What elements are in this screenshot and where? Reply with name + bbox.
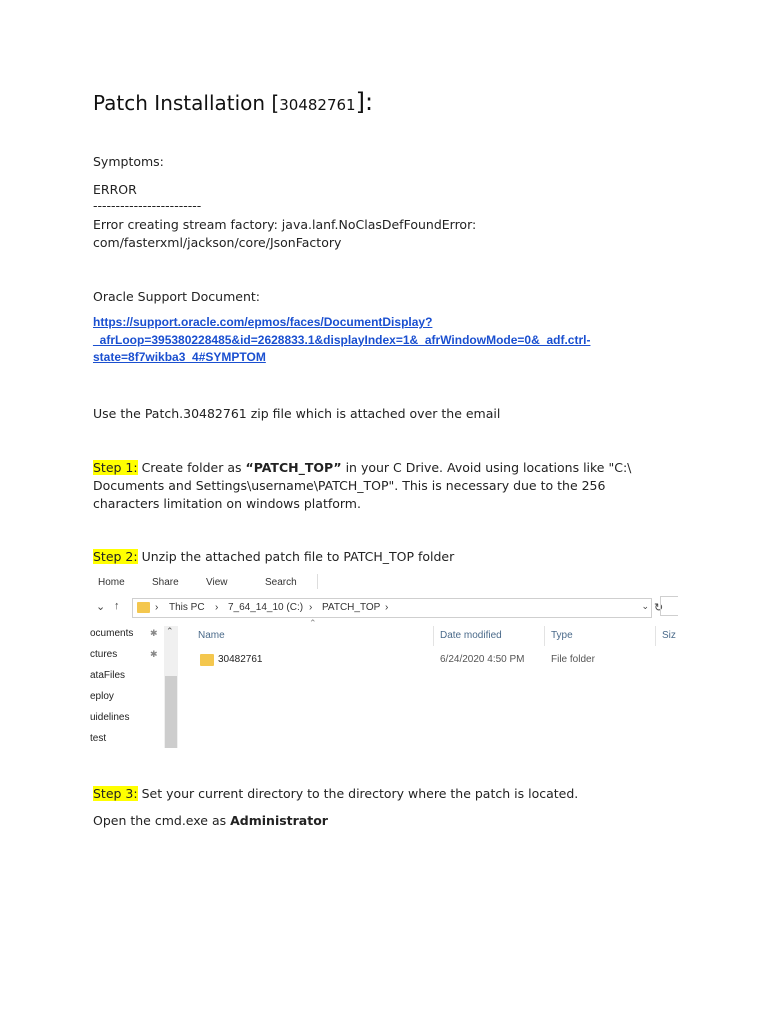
open-cmd-text: Open the cmd.exe as [93,813,231,828]
folder-icon [200,654,214,666]
step1-line3: characters limitation on windows platform. [93,496,361,511]
column-divider[interactable] [655,626,656,646]
pin-icon[interactable]: ✱ [150,649,158,659]
title-number: 30482761 [279,96,356,114]
breadcrumb-separator-icon: › [309,602,313,613]
link-line3[interactable]: state=8f7wikba3_4#SYMPTOM [93,350,266,364]
breadcrumb-patch-top[interactable]: PATCH_TOP [322,602,381,613]
file-explorer-screenshot [88,570,678,748]
column-divider[interactable] [433,626,434,646]
step1-line1 [93,459,631,477]
step2-line [93,548,454,566]
step1-line2: Documents and Settings\username\PATCH_TOP". This is necessary due to the 256 [93,478,606,493]
menu-share[interactable]: Share [152,577,179,588]
refresh-icon[interactable]: ↻ [654,602,664,614]
breadcrumb-drive[interactable]: 7_64_14_10 (C:) [228,602,304,613]
step1-bold: “PATCH_TOP” [245,460,342,475]
error-message-line2: com/fasterxml/jackson/core/JsonFactory [93,235,342,250]
page-title [93,88,373,116]
menu-divider [317,574,318,589]
symptoms-label: Symptoms: [93,154,164,169]
oracle-support-link[interactable] [93,314,590,367]
column-header-type[interactable]: Type [551,630,573,641]
step2-text: Unzip the attached patch file to PATCH_TOP folder [137,549,455,564]
column-header-name[interactable]: Name [198,630,225,641]
recent-locations-chevron-icon[interactable]: ⌄ [96,601,106,613]
use-patch-text: Use the Patch.30482761 zip file which is attached over the email [93,406,501,421]
title-prefix: Patch Installation [ [93,91,280,115]
column-divider[interactable] [544,626,545,646]
error-label: ERROR [93,182,137,197]
up-arrow-icon[interactable]: ↑ [114,600,120,612]
column-header-date-modified[interactable]: Date modified [440,630,502,641]
explorer-nav-row [88,596,678,618]
explorer-menubar [88,570,678,592]
link-line2[interactable]: _afrLoop=395380228485&id=2628833.1&displayIndex=1&_afrWindowMode=0&_adf.ctrl- [93,332,591,347]
nav-item-guidelines[interactable]: uidelines [90,712,130,723]
breadcrumb-this-pc[interactable]: This PC [169,602,205,613]
file-row[interactable] [196,654,676,670]
menu-view[interactable]: View [206,577,228,588]
open-cmd-bold: Administrator [230,813,328,828]
nav-item-documents[interactable]: ocuments [90,628,134,639]
navigation-scrollbar[interactable] [164,626,178,748]
scroll-up-icon[interactable]: ⌃ [166,626,174,636]
breadcrumb-separator-icon: › [385,602,389,613]
nav-item-pictures[interactable]: ctures [90,649,118,660]
error-dashes: ------------------------ [93,198,202,213]
pin-icon[interactable]: ✱ [150,628,158,638]
search-box[interactable] [660,596,678,616]
column-header-size[interactable]: Siz [662,630,676,641]
folder-icon [137,602,150,613]
step3-text: Set your current directory to the directory where the patch is located. [137,786,579,801]
breadcrumb-separator-icon: › [215,602,219,613]
step3-label: Step 3: [93,786,138,801]
menu-home[interactable]: Home [98,577,125,588]
step1-label: Step 1: [93,460,138,475]
error-message-line1: Error creating stream factory: java.lanf.NoClasDefFoundError: [93,217,477,232]
nav-item-test[interactable]: test [90,733,107,744]
sort-ascending-icon: ⌃ [309,618,317,628]
scrollbar-thumb[interactable] [165,676,177,748]
file-date-modified: 6/24/2020 4:50 PM [440,654,525,665]
nav-item-datafiles[interactable]: ataFiles [90,670,126,681]
step1-text-a: Create folder as [137,460,246,475]
step1-text-b: in your C Drive. Avoid using locations like "C:\ [341,460,632,475]
breadcrumb-separator-icon: › [155,602,159,613]
menu-search[interactable]: Search [265,577,297,588]
link-line1[interactable]: https://support.oracle.com/epmos/faces/DocumentDisplay? [93,315,433,329]
file-name[interactable]: 30482761 [218,654,263,665]
oracle-support-label: Oracle Support Document: [93,289,261,304]
nav-item-deploy[interactable]: eploy [90,691,114,702]
step3-line [93,785,578,803]
title-suffix: ]: [355,88,374,116]
step2-label: Step 2: [93,549,138,564]
file-type: File folder [551,654,595,665]
address-dropdown-icon[interactable]: ⌄ [641,601,649,611]
address-bar[interactable] [132,598,652,618]
open-cmd-line [93,812,328,830]
